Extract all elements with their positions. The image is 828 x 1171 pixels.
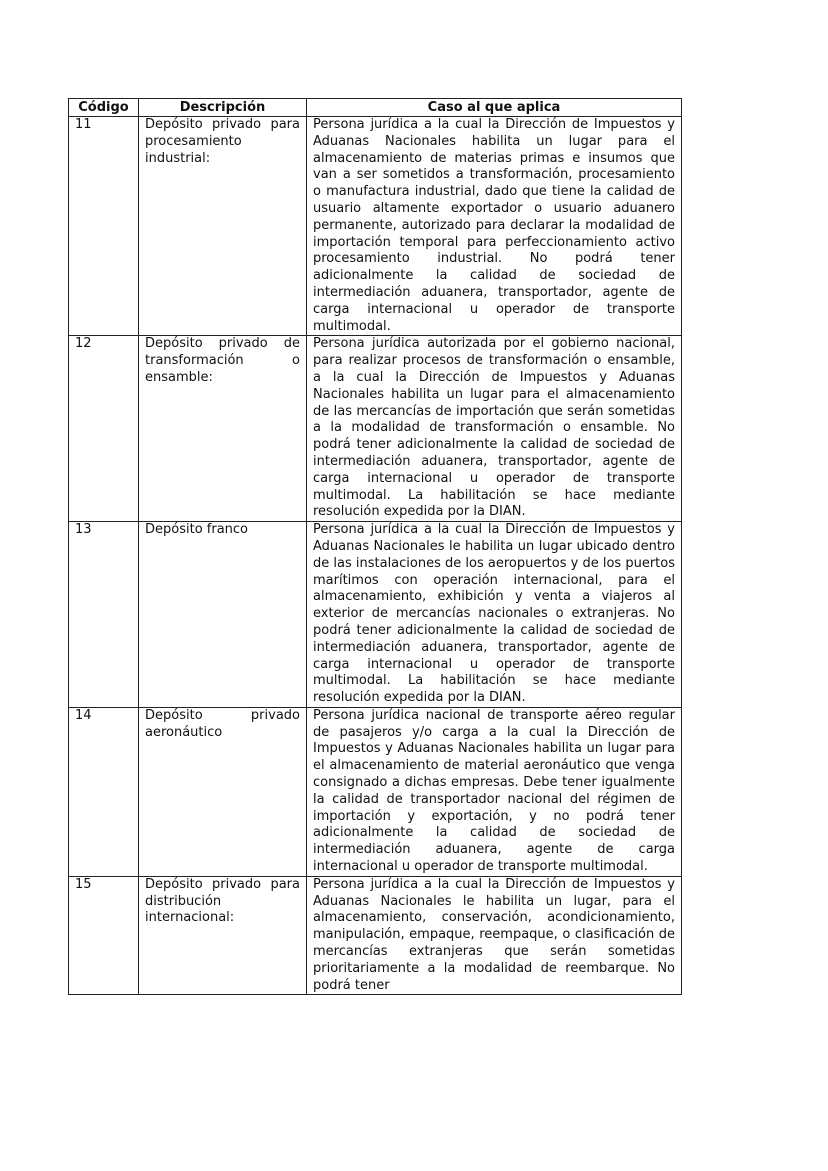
table-row bbox=[69, 522, 682, 708]
row-code: 13 bbox=[69, 522, 139, 708]
row-code: 11 bbox=[69, 117, 139, 336]
row-case: Persona jurídica a la cual la Dirección de Impuestos y Aduanas Nacionales habilita un lugar para el almacenamiento de materias primas e insumos que van a ser sometidos a transformación, procesamiento o manufactura industrial, dado que tiene la calidad de usuario altamente exportador o usuario aduanero permanente, autorizado para declarar la modalidad de importación temporal para perfeccionamiento activo procesamiento industrial. No podrá tener adicionalmente la calidad de sociedad de intermediación aduanera, transportador, agente de carga internacional u operador de transporte multimodal. bbox=[307, 117, 682, 336]
row-description: Depósito privado de transformación o ensamble: bbox=[139, 336, 307, 522]
header-descripcion: Descripción bbox=[139, 99, 307, 117]
table-body bbox=[69, 117, 682, 995]
row-description: Depósito franco bbox=[139, 522, 307, 708]
table-header bbox=[69, 99, 682, 117]
table-row bbox=[69, 876, 682, 995]
row-case: Persona jurídica nacional de transporte aéreo regular de pasajeros y/o carga a la cual la Dirección de Impuestos y Aduanas Nacionales habilita un lugar para el almacenamiento de material aeronáutico que venga consignado a dichas empresas. Debe tener igualmente la calidad de transportador nacional del régimen de importación y exportación, y no podrá tener adicionalmente la calidad de sociedad de intermediación aduanera, agente de carga internacional u operador de transporte multimodal. bbox=[307, 707, 682, 876]
table-row bbox=[69, 336, 682, 522]
table-row bbox=[69, 707, 682, 876]
table-row bbox=[69, 117, 682, 336]
row-description: Depósito privado aeronáutico bbox=[139, 707, 307, 876]
row-description: Depósito privado para distribución internacional: bbox=[139, 876, 307, 995]
row-description: Depósito privado para procesamiento industrial: bbox=[139, 117, 307, 336]
row-case: Persona jurídica autorizada por el gobierno nacional, para realizar procesos de transformación o ensamble, a la cual la Dirección de Impuestos y Aduanas Nacionales habilita un lugar para el almacenamiento de las mercancías de importación que serán sometidas a la modalidad de transformación o ensamble. No podrá tener adicionalmente la calidad de sociedad de intermediación aduanera, transportador, agente de carga internacional u operador de transporte multimodal. La habilitación se hace mediante resolución expedida por la DIAN. bbox=[307, 336, 682, 522]
row-case: Persona jurídica a la cual la Dirección de Impuestos y Aduanas Nacionales le habilita un lugar, para el almacenamiento, conservación, acondicionamiento, manipulación, empaque, reempaque, o clasificación de mercancías extranjeras que serán sometidas prioritariamente a la modalidad de reembarque. No podrá tener bbox=[307, 876, 682, 995]
row-code: 14 bbox=[69, 707, 139, 876]
deposit-codes-table bbox=[68, 98, 682, 995]
header-caso: Caso al que aplica bbox=[307, 99, 682, 117]
row-case: Persona jurídica a la cual la Dirección de Impuestos y Aduanas Nacionales le habilita un lugar ubicado dentro de las instalaciones de los aeropuertos y de los puertos marítimos con operación internacional, para el almacenamiento, exhibición y venta a viajeros al exterior de mercancías nacionales o extranjeras. No podrá tener adicionalmente la calidad de sociedad de intermediación aduanera, transportador, agente de carga internacional u operador de transporte multimodal. La habilitación se hace mediante resolución expedida por la DIAN. bbox=[307, 522, 682, 708]
row-code: 12 bbox=[69, 336, 139, 522]
header-codigo: Código bbox=[69, 99, 139, 117]
header-row bbox=[69, 99, 682, 117]
row-code: 15 bbox=[69, 876, 139, 995]
